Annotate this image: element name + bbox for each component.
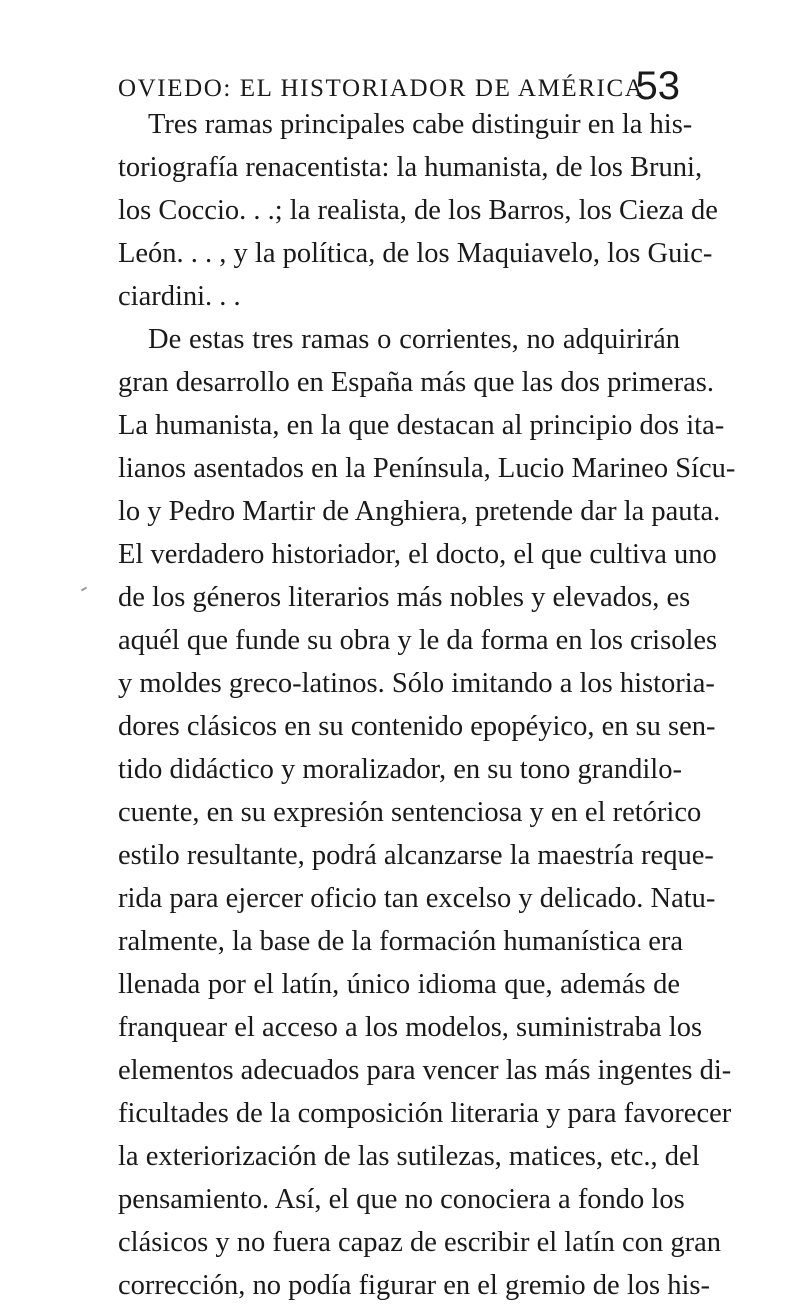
text-line: franquear el acceso a los modelos, suministraba los [118,1012,703,1043]
running-head [118,66,680,106]
text-line: León. . . , y la política, de los Maquiavelo, los Guic- [118,238,713,269]
text-line: Tres ramas principales cabe distinguir en la his- [148,109,693,140]
text-line: lo y Pedro Martir de Anghiera, pretende dar la pauta. [118,496,721,527]
text-line: llenada por el latín, único idioma que, además de [118,969,680,1000]
text-line: lianos asentados en la Península, Lucio Marineo Sícu- [118,453,736,484]
text-line: rida para ejercer oficio tan excelso y delicado. Natu- [118,883,716,914]
text-line: estilo resultante, podrá alcanzarse la maestría reque- [118,840,714,871]
text-line: aquél que funde su obra y le da forma en los crisoles [118,625,718,656]
text-line: ralmente, la base de la formación humanística era [118,926,683,957]
text-line: de los géneros literarios más nobles y elevados, es [118,582,691,613]
text-line: clásicos y no fuera capaz de escribir el latín con gran [118,1227,721,1258]
text-line: ficultades de la composición literaria y para favorecer [118,1098,732,1129]
text-line: cuente, en su expresión sentenciosa y en el retórico [118,797,702,828]
text-line: gran desarrollo en España más que las dos primeras. [118,367,714,398]
text-line: dores clásicos en su contenido epopéyico, en su sen- [118,711,716,742]
text-line: De estas tres ramas o corrientes, no adquirirán [148,324,680,355]
text-line: los Coccio. . .; la realista, de los Barros, los Cieza de [118,195,718,226]
text-line: elementos adecuados para vencer las más ingentes di- [118,1055,732,1086]
paper-speck [81,587,87,592]
text-line: corrección, no podía figurar en el gremio de los his- [118,1270,710,1301]
text-line: La humanista, en la que destacan al principio dos ita- [118,410,725,441]
body-text [118,103,736,1307]
text-line: y moldes greco-latinos. Sólo imitando a los historia- [118,668,715,699]
text-line: la exteriorización de las sutilezas, matices, etc., del [118,1141,700,1172]
running-title: OVIEDO: EL HISTORIADOR DE AMÉRICA [118,75,645,102]
text-line: ciardini. . . [118,281,241,312]
text-line: pensamiento. Así, el que no conociera a fondo los [118,1184,685,1215]
text-line: El verdadero historiador, el docto, el que cultiva uno [118,539,717,570]
text-line: tido didáctico y moralizador, en su tono grandilo- [118,754,682,785]
page-number: 53 [635,64,680,108]
text-line: toriografía renacentista: la humanista, de los Bruni, [118,152,703,183]
